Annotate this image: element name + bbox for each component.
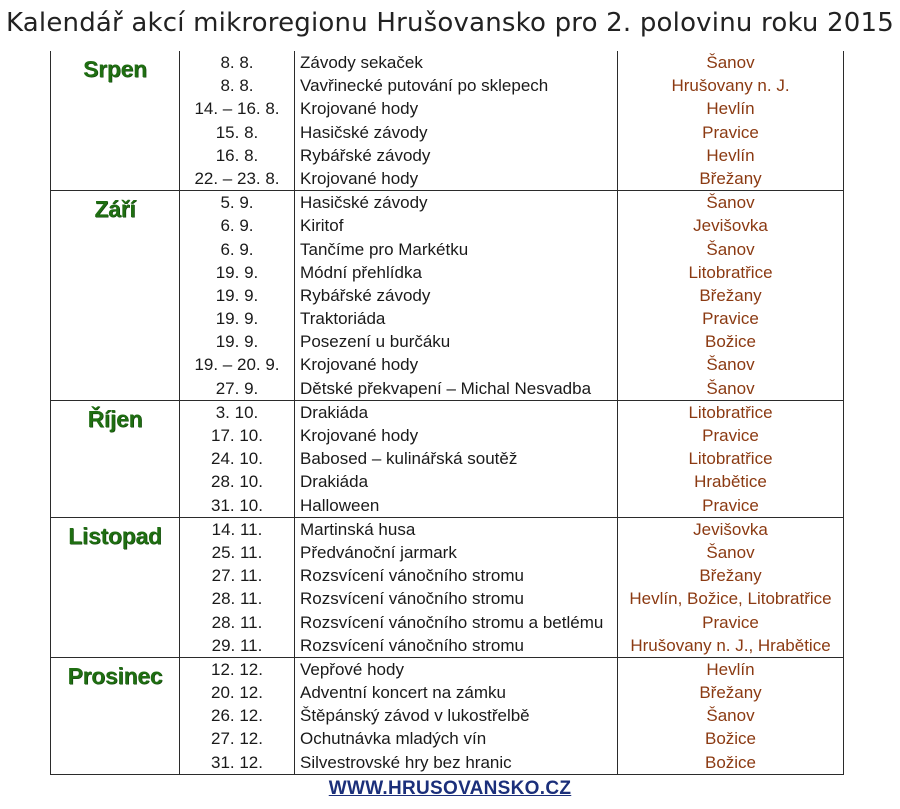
- event-name: Drakiáda: [300, 402, 369, 422]
- event-date: 27. 9.: [215, 378, 259, 398]
- event-place: Pravice: [702, 612, 759, 632]
- event-name: Hasičské závody: [300, 122, 428, 142]
- event-date: 22. – 23. 8.: [194, 168, 280, 188]
- date-cell: [180, 400, 295, 517]
- event-name: Traktoriáda: [300, 309, 386, 329]
- month-cell: [51, 657, 180, 774]
- month-name: Listopad: [68, 522, 162, 549]
- event-date: 31. 12.: [211, 752, 263, 772]
- month-block: [51, 51, 844, 191]
- event-place: Hevlín, Božice, Litobratřice: [629, 589, 832, 609]
- event-place: Jevišovka: [693, 216, 768, 236]
- event-date: 28. 11.: [211, 589, 263, 609]
- event-name: Štěpánský závod v lukostřelbě: [300, 706, 530, 726]
- month-name: Prosinec: [67, 662, 163, 689]
- place-cell: [618, 400, 844, 517]
- event-date: 8. 8.: [220, 76, 254, 96]
- event-name: Drakiáda: [300, 472, 369, 492]
- event-name: Rozsvícení vánočního stromu a betlému: [300, 612, 604, 632]
- page-title: Kalendář akcí mikroregionu Hrušovansko pro 2. polovinu roku 2015: [5, 8, 895, 38]
- event-name: Babosed – kulinářská soutěž: [300, 449, 518, 469]
- event-place: Pravice: [702, 495, 759, 515]
- event-date: 14. – 16. 8.: [194, 99, 280, 119]
- event-name: Halloween: [300, 495, 380, 515]
- event-place: Litobratřice: [688, 262, 773, 282]
- place-cell: [618, 517, 844, 657]
- event-date: 29. 11.: [211, 635, 263, 655]
- event-place: Břežany: [699, 683, 762, 703]
- event-place: Hevlín: [706, 99, 755, 119]
- month-cell: [51, 517, 180, 657]
- event-cell: [295, 400, 618, 517]
- event-place: Litobratřice: [688, 402, 773, 422]
- event-place: Břežany: [699, 168, 762, 188]
- event-place: Božice: [704, 729, 757, 749]
- event-name: Silvestrovské hry bez hranic: [300, 752, 512, 772]
- event-date: 6. 9.: [220, 239, 254, 259]
- event-place: Pravice: [702, 122, 759, 142]
- event-place: Břežany: [699, 285, 762, 305]
- event-name: Posezení u burčáku: [300, 332, 451, 352]
- month-name: Srpen: [83, 56, 147, 82]
- event-cell: [295, 517, 618, 657]
- month-cell: [51, 400, 180, 517]
- place-cell: [618, 657, 844, 774]
- event-name: Závody sekaček: [300, 53, 423, 72]
- place-cell: [618, 51, 844, 191]
- event-place: Šanov: [706, 239, 755, 259]
- website-link[interactable]: WWW.HRUSOVANSKO.CZ: [328, 778, 572, 799]
- event-date: 6. 9.: [220, 216, 254, 236]
- month-block: [51, 517, 844, 657]
- event-name: Předvánoční jarmark: [300, 542, 457, 562]
- event-date: 28. 11.: [211, 612, 263, 632]
- month-block: [51, 400, 844, 517]
- event-place: Šanov: [706, 378, 755, 398]
- event-date: 28. 10.: [211, 472, 263, 492]
- event-date: 20. 12.: [211, 683, 263, 703]
- event-date: 14. 11.: [211, 519, 263, 539]
- event-name: Rybářské závody: [300, 145, 431, 165]
- month-name: Září: [94, 196, 136, 223]
- events-calendar-table: [50, 51, 844, 775]
- event-date: 26. 12.: [211, 706, 263, 726]
- event-date: 27. 11.: [211, 566, 263, 586]
- month-block: [51, 191, 844, 401]
- event-place: Litobratřice: [688, 449, 773, 469]
- month-name: Říjen: [87, 405, 143, 432]
- event-date: 19. 9.: [215, 332, 259, 352]
- event-name: Adventní koncert na zámku: [300, 683, 507, 703]
- event-name: Rybářské závody: [300, 285, 431, 305]
- event-name: Rozsvícení vánočního stromu: [300, 589, 524, 609]
- event-date: 15. 8.: [215, 122, 259, 142]
- event-name: Martinská husa: [300, 519, 416, 539]
- event-place: Šanov: [706, 542, 755, 562]
- event-name: Vepřové hody: [300, 659, 404, 679]
- event-name: Krojované hody: [300, 99, 419, 119]
- event-place: Božice: [704, 752, 757, 772]
- event-name: Módní přehlídka: [300, 262, 422, 282]
- event-place: Břežany: [699, 566, 762, 586]
- place-cell: [618, 191, 844, 401]
- date-cell: [180, 657, 295, 774]
- calendar-body: [51, 51, 844, 774]
- event-name: Kiritof: [300, 216, 344, 236]
- event-date: 31. 10.: [211, 495, 263, 515]
- event-name: Vavřinecké putování po sklepech: [300, 76, 549, 96]
- event-date: 12. 12.: [211, 659, 263, 679]
- event-place: Hrušovany n. J.: [671, 76, 790, 96]
- event-date: 24. 10.: [211, 449, 263, 469]
- event-place: Božice: [704, 332, 757, 352]
- event-date: 3. 10.: [215, 402, 259, 422]
- event-place: Hrabětice: [694, 472, 767, 492]
- event-place: Šanov: [706, 53, 755, 72]
- date-cell: [180, 51, 295, 191]
- event-date: 5. 9.: [220, 193, 254, 213]
- event-date: 17. 10.: [211, 426, 263, 445]
- event-name: Rozsvícení vánočního stromu: [300, 635, 524, 655]
- event-name: Krojované hody: [300, 426, 419, 445]
- event-place: Hevlín: [706, 145, 755, 165]
- event-name: Hasičské závody: [300, 193, 428, 213]
- event-date: 8. 8.: [220, 53, 254, 72]
- event-place: Pravice: [702, 426, 759, 445]
- event-place: Šanov: [706, 355, 755, 375]
- month-block: [51, 657, 844, 774]
- event-date: 19. – 20. 9.: [194, 355, 280, 375]
- event-cell: [295, 51, 618, 191]
- event-place: Hrušovany n. J., Hrabětice: [630, 635, 831, 655]
- event-date: 19. 9.: [215, 285, 259, 305]
- event-date: 27. 12.: [211, 729, 263, 749]
- event-place: Šanov: [706, 706, 755, 726]
- event-date: 19. 9.: [215, 262, 259, 282]
- event-cell: [295, 657, 618, 774]
- event-cell: [295, 191, 618, 401]
- event-place: Hevlín: [706, 659, 755, 679]
- event-name: Rozsvícení vánočního stromu: [300, 566, 524, 586]
- event-name: Tančíme pro Markétku: [300, 239, 469, 259]
- event-name: Krojované hody: [300, 355, 419, 375]
- event-date: 19. 9.: [215, 309, 259, 329]
- event-place: Jevišovka: [693, 519, 768, 539]
- event-date: 25. 11.: [211, 542, 263, 562]
- event-name: Krojované hody: [300, 168, 419, 188]
- event-name: Dětské překvapení – Michal Nesvadba: [300, 378, 592, 398]
- event-place: Šanov: [706, 193, 755, 213]
- date-cell: [180, 517, 295, 657]
- month-cell: [51, 191, 180, 401]
- event-name: Ochutnávka mladých vín: [300, 729, 487, 749]
- month-cell: [51, 51, 180, 191]
- event-place: Pravice: [702, 309, 759, 329]
- event-date: 16. 8.: [215, 145, 259, 165]
- date-cell: [180, 191, 295, 401]
